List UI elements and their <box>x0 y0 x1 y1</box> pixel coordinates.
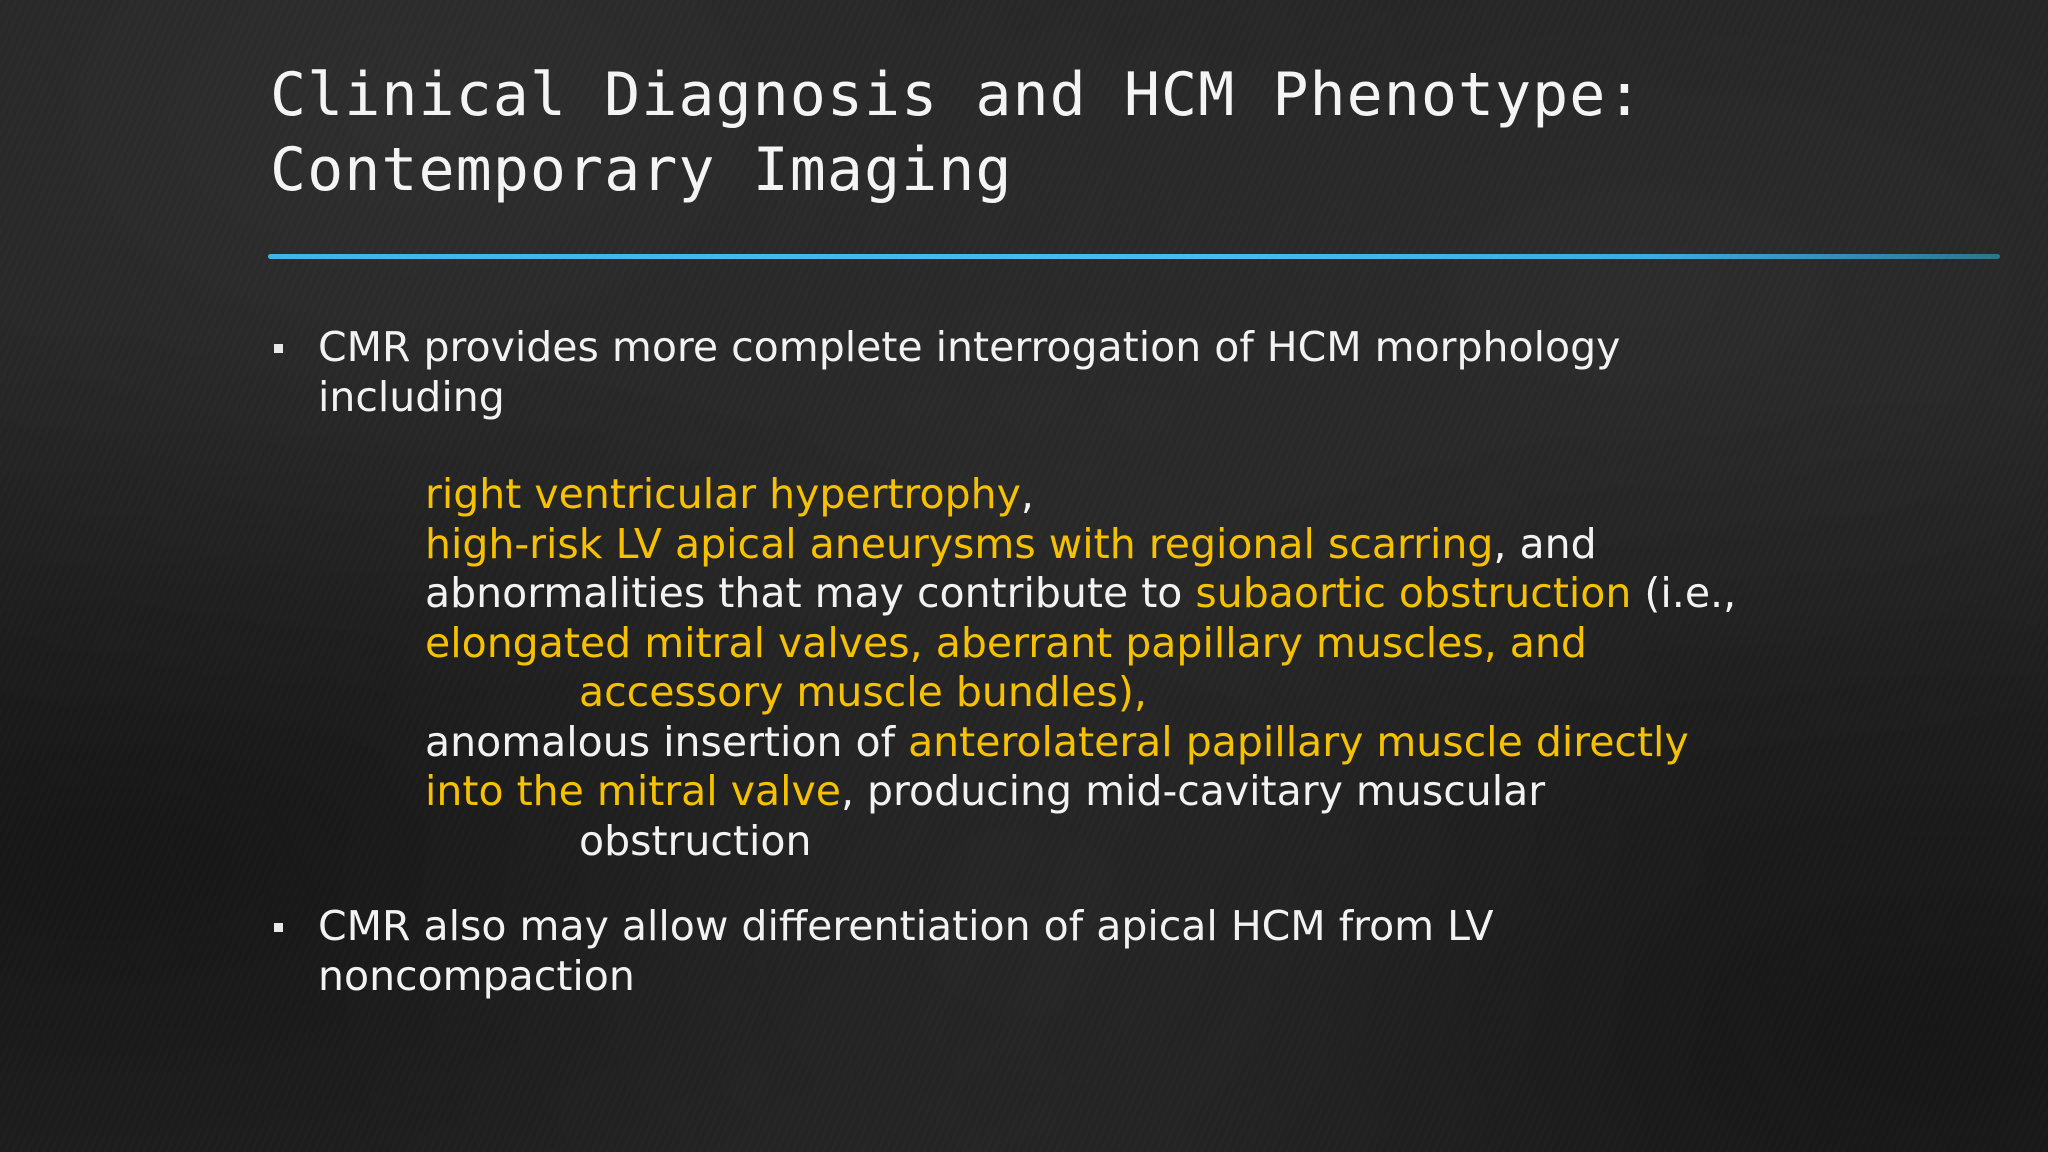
plain-text: (i.e., <box>1631 569 1737 617</box>
title-line-2: Contemporary Imaging <box>270 135 1013 205</box>
detail-line-aneurysm <box>425 520 1736 570</box>
highlight-text: right ventricular hypertrophy <box>425 470 1021 518</box>
bullet-text <box>318 322 1738 422</box>
detail-line-abnormalities <box>425 569 1736 619</box>
slide-title <box>270 58 1644 208</box>
plain-text: , and <box>1493 519 1597 568</box>
plain-text: anomalous insertion of <box>425 717 909 766</box>
square-bullet-icon <box>274 344 283 353</box>
highlight-text: anterolateral papillary muscle directly <box>908 717 1689 766</box>
bullet-line: including <box>318 373 505 421</box>
bullet-cmr-morphology <box>270 322 1738 422</box>
bullet-text <box>318 901 1738 1001</box>
bullet-line: CMR provides more complete interrogation of HCM morphology <box>318 323 1621 371</box>
highlight-text: subaortic obstruction <box>1195 569 1632 617</box>
title-line-1: Clinical Diagnosis and HCM Phenotype: <box>270 60 1644 130</box>
detail-line-valves: elongated mitral valves, aberrant papillary muscles, and <box>425 618 1587 667</box>
bullet-line: CMR also may allow differentiation of apical HCM from LV <box>318 902 1494 950</box>
bullet-line: noncompaction <box>318 952 635 1000</box>
plain-text: abnormalities that may contribute to <box>425 569 1196 617</box>
detail-line-bundles: accessory muscle bundles), <box>579 668 1147 716</box>
highlight-text: high-risk LV apical aneurysms with regional scarring <box>425 519 1494 568</box>
detail-line-obstruction: obstruction <box>579 816 812 865</box>
highlight-text: into the mitral valve <box>425 767 841 815</box>
square-bullet-icon <box>274 923 283 932</box>
plain-text: , <box>1020 470 1034 518</box>
title-divider <box>268 254 2000 259</box>
detail-line-rvh <box>425 470 1736 520</box>
detail-line-insertion <box>425 718 1736 768</box>
morphology-details <box>425 470 1736 866</box>
detail-line-mitral <box>425 767 1736 817</box>
bullet-cmr-noncompaction <box>270 901 1738 1001</box>
plain-text: , producing mid-cavitary muscular <box>840 767 1546 815</box>
